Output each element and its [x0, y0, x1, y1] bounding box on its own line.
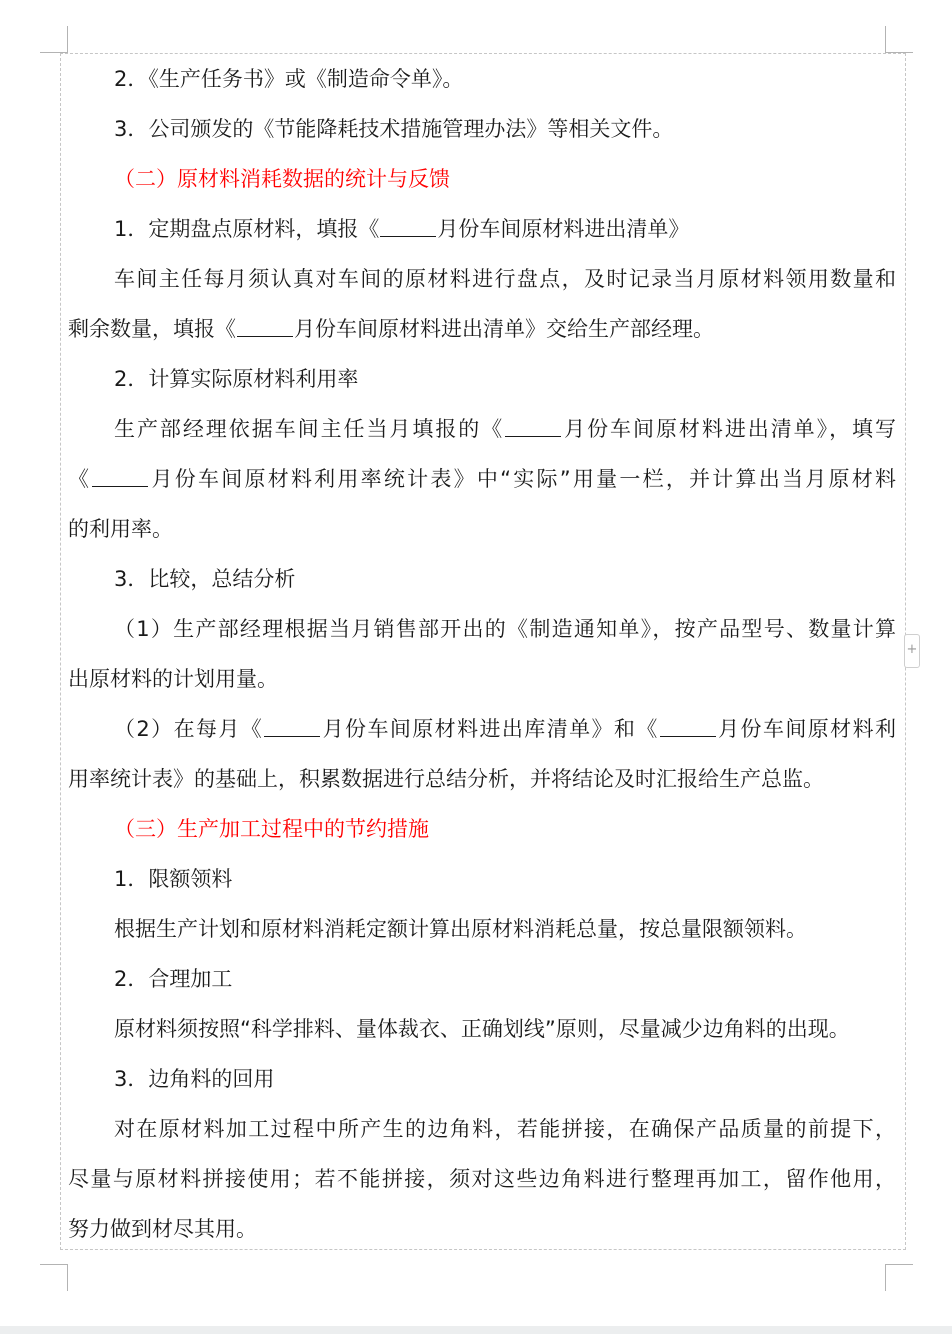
- text-line: [68, 1054, 942, 1104]
- crop-mark-top-right-v: [885, 26, 886, 53]
- text-line: [68, 404, 896, 454]
- text-line: [68, 304, 896, 354]
- text-line: [68, 54, 942, 104]
- text-run: 3．比较，总结分析: [114, 567, 296, 591]
- text-run: 月份车间原材料进出库清单》和《: [321, 717, 659, 741]
- text-line: [68, 354, 942, 404]
- text-line: [68, 504, 896, 554]
- bottom-scroll-area: [0, 1326, 952, 1334]
- text-line: [68, 1004, 942, 1054]
- text-line: [68, 704, 896, 754]
- section-heading: [68, 804, 942, 854]
- fill-in-blank: [505, 418, 561, 437]
- text-line: [68, 604, 896, 654]
- crop-mark-top-left-h: [40, 52, 67, 53]
- text-run: 月份车间原材料进出清单》，填写: [562, 417, 896, 441]
- text-run: 2．《生产任务书》或《制造命令单》。: [114, 67, 464, 91]
- text-run: 对在原材料加工过程中所产生的边角料，若能拼接，在确保产品质量的前提下，: [114, 1117, 896, 1141]
- crop-mark-bottom-left-h: [40, 1264, 67, 1265]
- text-line: [68, 954, 942, 1004]
- text-run: 月份车间原材料进出清单》: [437, 217, 690, 241]
- expand-panel-button[interactable]: [904, 634, 920, 668]
- fill-in-blank: [264, 718, 320, 737]
- text-line: [68, 754, 896, 804]
- text-line: [68, 454, 896, 504]
- text-run: 根据生产计划和原材料消耗定额计算出原材料消耗总量，按总量限额领料。: [114, 917, 807, 941]
- fill-in-blank: [660, 718, 716, 737]
- text-run: 月份车间原材料进出清单》交给生产部经理。: [294, 317, 714, 341]
- text-run: 努力做到材尽其用。: [68, 1217, 257, 1241]
- text-run: 剩余数量，填报《: [68, 317, 236, 341]
- text-run: 出原材料的计划用量。: [68, 667, 278, 691]
- crop-mark-bottom-left-v: [67, 1264, 68, 1291]
- crop-mark-bottom-right-v: [885, 1264, 886, 1291]
- text-run: 1．定期盘点原材料，填报《: [114, 217, 380, 241]
- text-line: [68, 904, 942, 954]
- plus-icon: +: [906, 642, 918, 657]
- text-line: [68, 204, 942, 254]
- text-run: （二）原材料消耗数据的统计与反馈: [114, 167, 450, 191]
- text-run: 的利用率。: [68, 517, 173, 541]
- fill-in-blank: [380, 218, 436, 237]
- fill-in-blank: [237, 318, 293, 337]
- text-run: 月份车间原材料利用率统计表》中“实际”用量一栏，并计算出当月原材料: [149, 467, 896, 491]
- text-line: [68, 1204, 896, 1254]
- crop-mark-bottom-right-h: [886, 1264, 913, 1265]
- text-line: [68, 654, 896, 704]
- text-run: 车间主任每月须认真对车间的原材料进行盘点，及时记录当月原材料领用数量和: [114, 267, 896, 291]
- text-run: 2．合理加工: [114, 967, 233, 991]
- section-heading: [68, 154, 942, 204]
- text-line: [68, 1154, 896, 1204]
- text-line: [68, 554, 942, 604]
- text-line: [68, 1104, 896, 1154]
- text-run: （三）生产加工过程中的节约措施: [114, 817, 429, 841]
- text-run: 月份车间原材料利: [716, 717, 896, 741]
- text-run: （2）在每月《: [114, 717, 264, 741]
- text-run: 1．限额领料: [114, 867, 233, 891]
- crop-mark-top-left-v: [67, 26, 68, 53]
- text-run: 2．计算实际原材料利用率: [114, 367, 359, 391]
- text-run: 3．边角料的回用: [114, 1067, 275, 1091]
- text-run: 用率统计表》的基础上，积累数据进行总结分析，并将结论及时汇报给生产总监。: [68, 767, 824, 791]
- fill-in-blank: [92, 468, 148, 487]
- text-line: [68, 854, 942, 904]
- text-run: 3．公司颁发的《节能降耗技术措施管理办法》等相关文件。: [114, 117, 674, 141]
- text-run: 生产部经理依据车间主任当月填报的《: [114, 417, 505, 441]
- text-run: （1）生产部经理根据当月销售部开出的《制造通知单》，按产品型号、数量计算: [114, 617, 896, 641]
- text-line: [68, 254, 896, 304]
- text-line: [68, 104, 942, 154]
- text-run: 原材料须按照“科学排料、量体裁衣、正确划线”原则，尽量减少边角料的出现。: [114, 1017, 850, 1041]
- crop-mark-top-right-h: [886, 52, 913, 53]
- text-run: 《: [68, 467, 92, 491]
- text-run: 尽量与原材料拼接使用；若不能拼接，须对这些边角料进行整理再加工，留作他用，: [68, 1167, 896, 1191]
